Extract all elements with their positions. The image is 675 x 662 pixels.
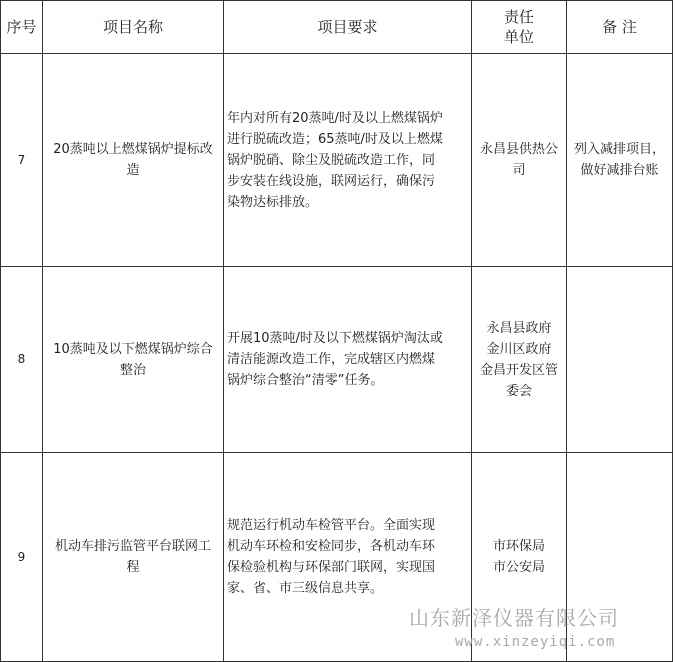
text-line: 造: [126, 163, 140, 178]
text-line: 市公安局: [492, 560, 545, 575]
text-line: 进行脱硫改造；65蒸吨/时及以上燃煤: [227, 131, 443, 147]
text-line: 规范运行机动车检管平台。全面实现: [227, 518, 436, 533]
text-line: 开展10蒸吨/时及以下燃煤锅炉淘汰或: [227, 331, 443, 346]
header-unit-line: 单位: [503, 28, 534, 46]
text-line: 家、省、市三级信息共享。: [227, 581, 384, 596]
text-line: 市环保局: [492, 539, 545, 554]
header-row: [1, 1, 673, 54]
row-number: 9: [1, 453, 43, 662]
header-no: 序号: [1, 1, 43, 54]
text-line: 列入减排项目，: [573, 142, 665, 157]
text-line: 永昌县供热公: [479, 142, 558, 157]
row-number: 7: [1, 54, 43, 267]
table-row: [1, 54, 673, 267]
watermark-url: www.xinzeyiqi.com: [455, 634, 616, 650]
project-name: [43, 267, 224, 453]
text-line: 程: [126, 560, 140, 575]
header-name: 项目名称: [43, 1, 224, 54]
project-requirement: [224, 267, 472, 453]
text-line: 20蒸吨以上燃煤锅炉提标改: [53, 142, 213, 157]
project-requirement: [224, 54, 472, 267]
text-line: 金昌开发区管: [479, 362, 558, 378]
text-line: 步安装在线设施，联网运行，确保污: [227, 173, 436, 189]
text-line: 染物达标排放。: [227, 194, 319, 210]
text-line: 机动车环检和安检同步，各机动车环: [227, 539, 436, 554]
note: [567, 54, 673, 267]
text-line: 年内对所有20蒸吨/时及以上燃煤锅炉: [227, 110, 443, 126]
row-number: 8: [1, 267, 43, 453]
text-line: 锅炉综合整治“清零”任务。: [227, 373, 384, 388]
header-note: 备 注: [567, 1, 673, 54]
text-line: 锅炉脱硝、除尘及脱硫改造工作，同: [227, 152, 436, 168]
table-row: [1, 267, 673, 453]
watermark-company: 山东新泽仪器有限公司: [409, 606, 619, 630]
project-name: [43, 453, 224, 662]
text-line: 整治: [119, 362, 146, 378]
text-line: 委会: [505, 383, 532, 399]
text-line: 永昌县政府: [486, 320, 552, 336]
responsible-unit: [472, 54, 567, 267]
note: [567, 267, 673, 453]
text-line: 做好减排台账: [580, 163, 659, 178]
header-unit: [472, 1, 567, 54]
text-line: 10蒸吨及以下燃煤锅炉综合: [53, 341, 213, 357]
text-line: 金川区政府: [486, 341, 552, 357]
text-line: 机动车排污监管平台联网工: [54, 539, 211, 554]
text-line: 司: [512, 163, 526, 178]
header-unit-line: 责任: [503, 8, 534, 26]
project-name: [43, 54, 224, 267]
header-requirement: 项目要求: [224, 1, 472, 54]
text-line: 保检验机构与环保部门联网，实现国: [227, 560, 436, 575]
text-line: 清洁能源改造工作，完成辖区内燃煤: [227, 352, 436, 367]
responsible-unit: [472, 267, 567, 453]
